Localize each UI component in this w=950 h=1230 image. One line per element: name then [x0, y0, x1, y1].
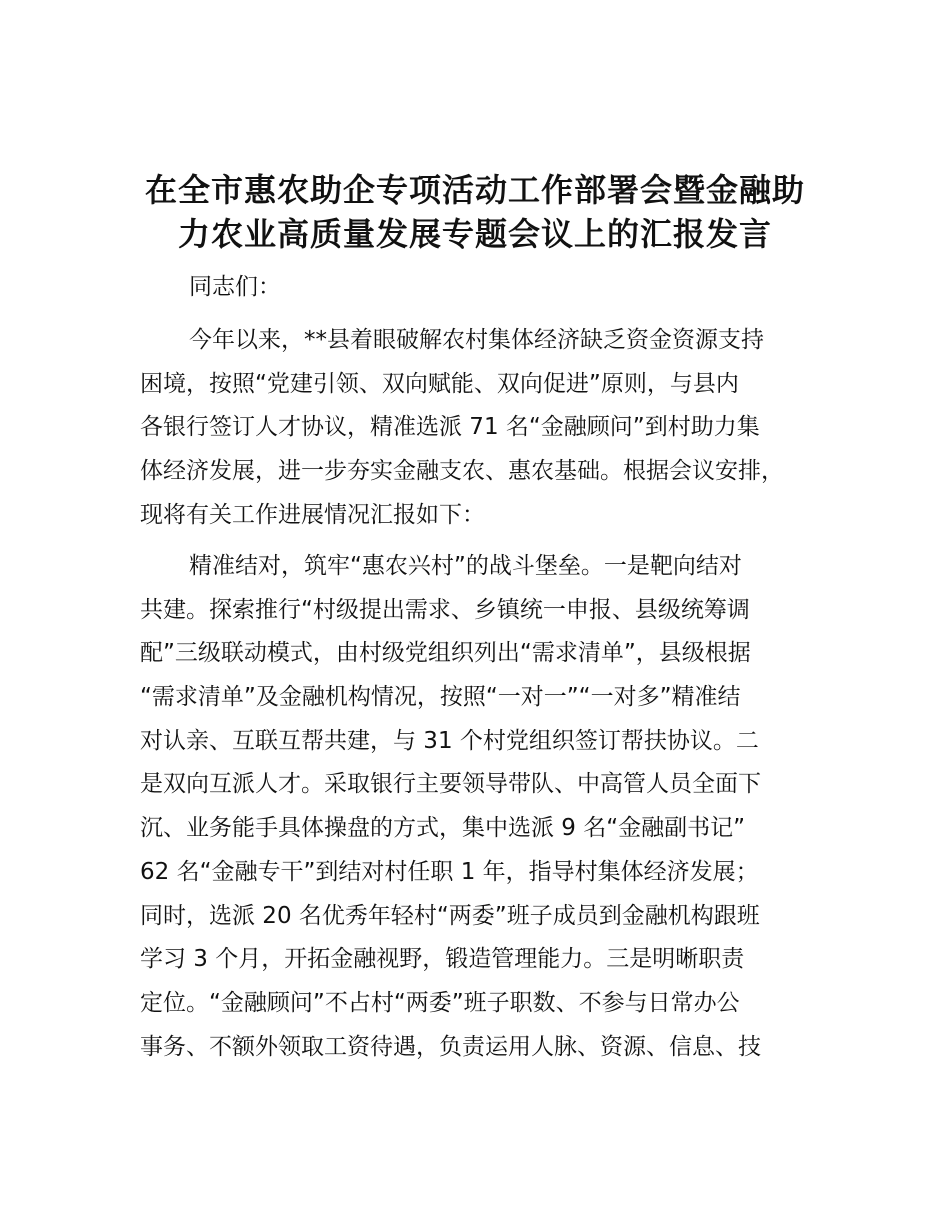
document-title — [110, 168, 840, 256]
paragraph-intro — [140, 319, 840, 537]
paragraph-line: 共建。探索推行“村级提出需求、乡镇统一申报、县级统筹调 — [140, 596, 750, 623]
paragraph-line: 各银行签订人才协议，精准选派 71 名“金融顾问”到村助力集 — [140, 414, 760, 441]
paragraph-line: 困境，按照“党建引领、双向赋能、双向促进”原则，与县内 — [140, 370, 739, 397]
paragraph-line: 对认亲、互联互帮共建，与 31 个村党组织签订帮扶协议。二 — [140, 727, 759, 754]
paragraph-line: 现将有关工作进展情况汇报如下： — [140, 501, 485, 528]
paragraph-line: 配”三级联动模式，由村级党组织列出“需求清单”，县级根据 — [140, 640, 751, 667]
title-line: 力农业高质量发展专题会议上的汇报发言 — [177, 215, 772, 253]
paragraph-line: 体经济发展，进一步夯实金融支农、惠农基础。根据会议安排， — [140, 458, 784, 485]
salutation: 同志们： — [189, 274, 281, 300]
paragraph-line: 同时，选派 20 名优秀年轻村“两委”班子成员到金融机构跟班 — [140, 902, 760, 929]
paragraph-line: 事务、不额外领取工资待遇，负责运用人脉、资源、信息、技 — [140, 1033, 761, 1060]
paragraph-line: 沉、业务能手具体操盘的方式，集中选派 9 名“金融副书记” — [140, 815, 746, 842]
paragraph-line: 学习 3 个月，开拓金融视野，锻造管理能力。三是明晰职责 — [140, 946, 745, 973]
paragraph-line: 精准结对，筑牢“惠农兴村”的战斗堡垒。一是靶向结对 — [189, 553, 742, 579]
paragraph-line: “需求清单”及金融机构情况，按照“一对一”“一对多”精准结 — [140, 684, 741, 711]
paragraph-line: 62 名“金融专干”到结对村任职 1 年，指导村集体经济发展； — [140, 858, 759, 885]
paragraph-line: 今年以来，**县着眼破解农村集体经济缺乏资金资源支持 — [189, 327, 764, 353]
paragraph-line: 定位。“金融顾问”不占村“两委”班子职数、不参与日常办公 — [140, 989, 740, 1016]
paragraph-section-1 — [140, 545, 840, 1069]
paragraph-line: 是双向互派人才。采取银行主要领导带队、中高管人员全面下 — [140, 771, 761, 798]
title-line: 在全市惠农助企专项活动工作部署会暨金融助 — [144, 171, 805, 209]
